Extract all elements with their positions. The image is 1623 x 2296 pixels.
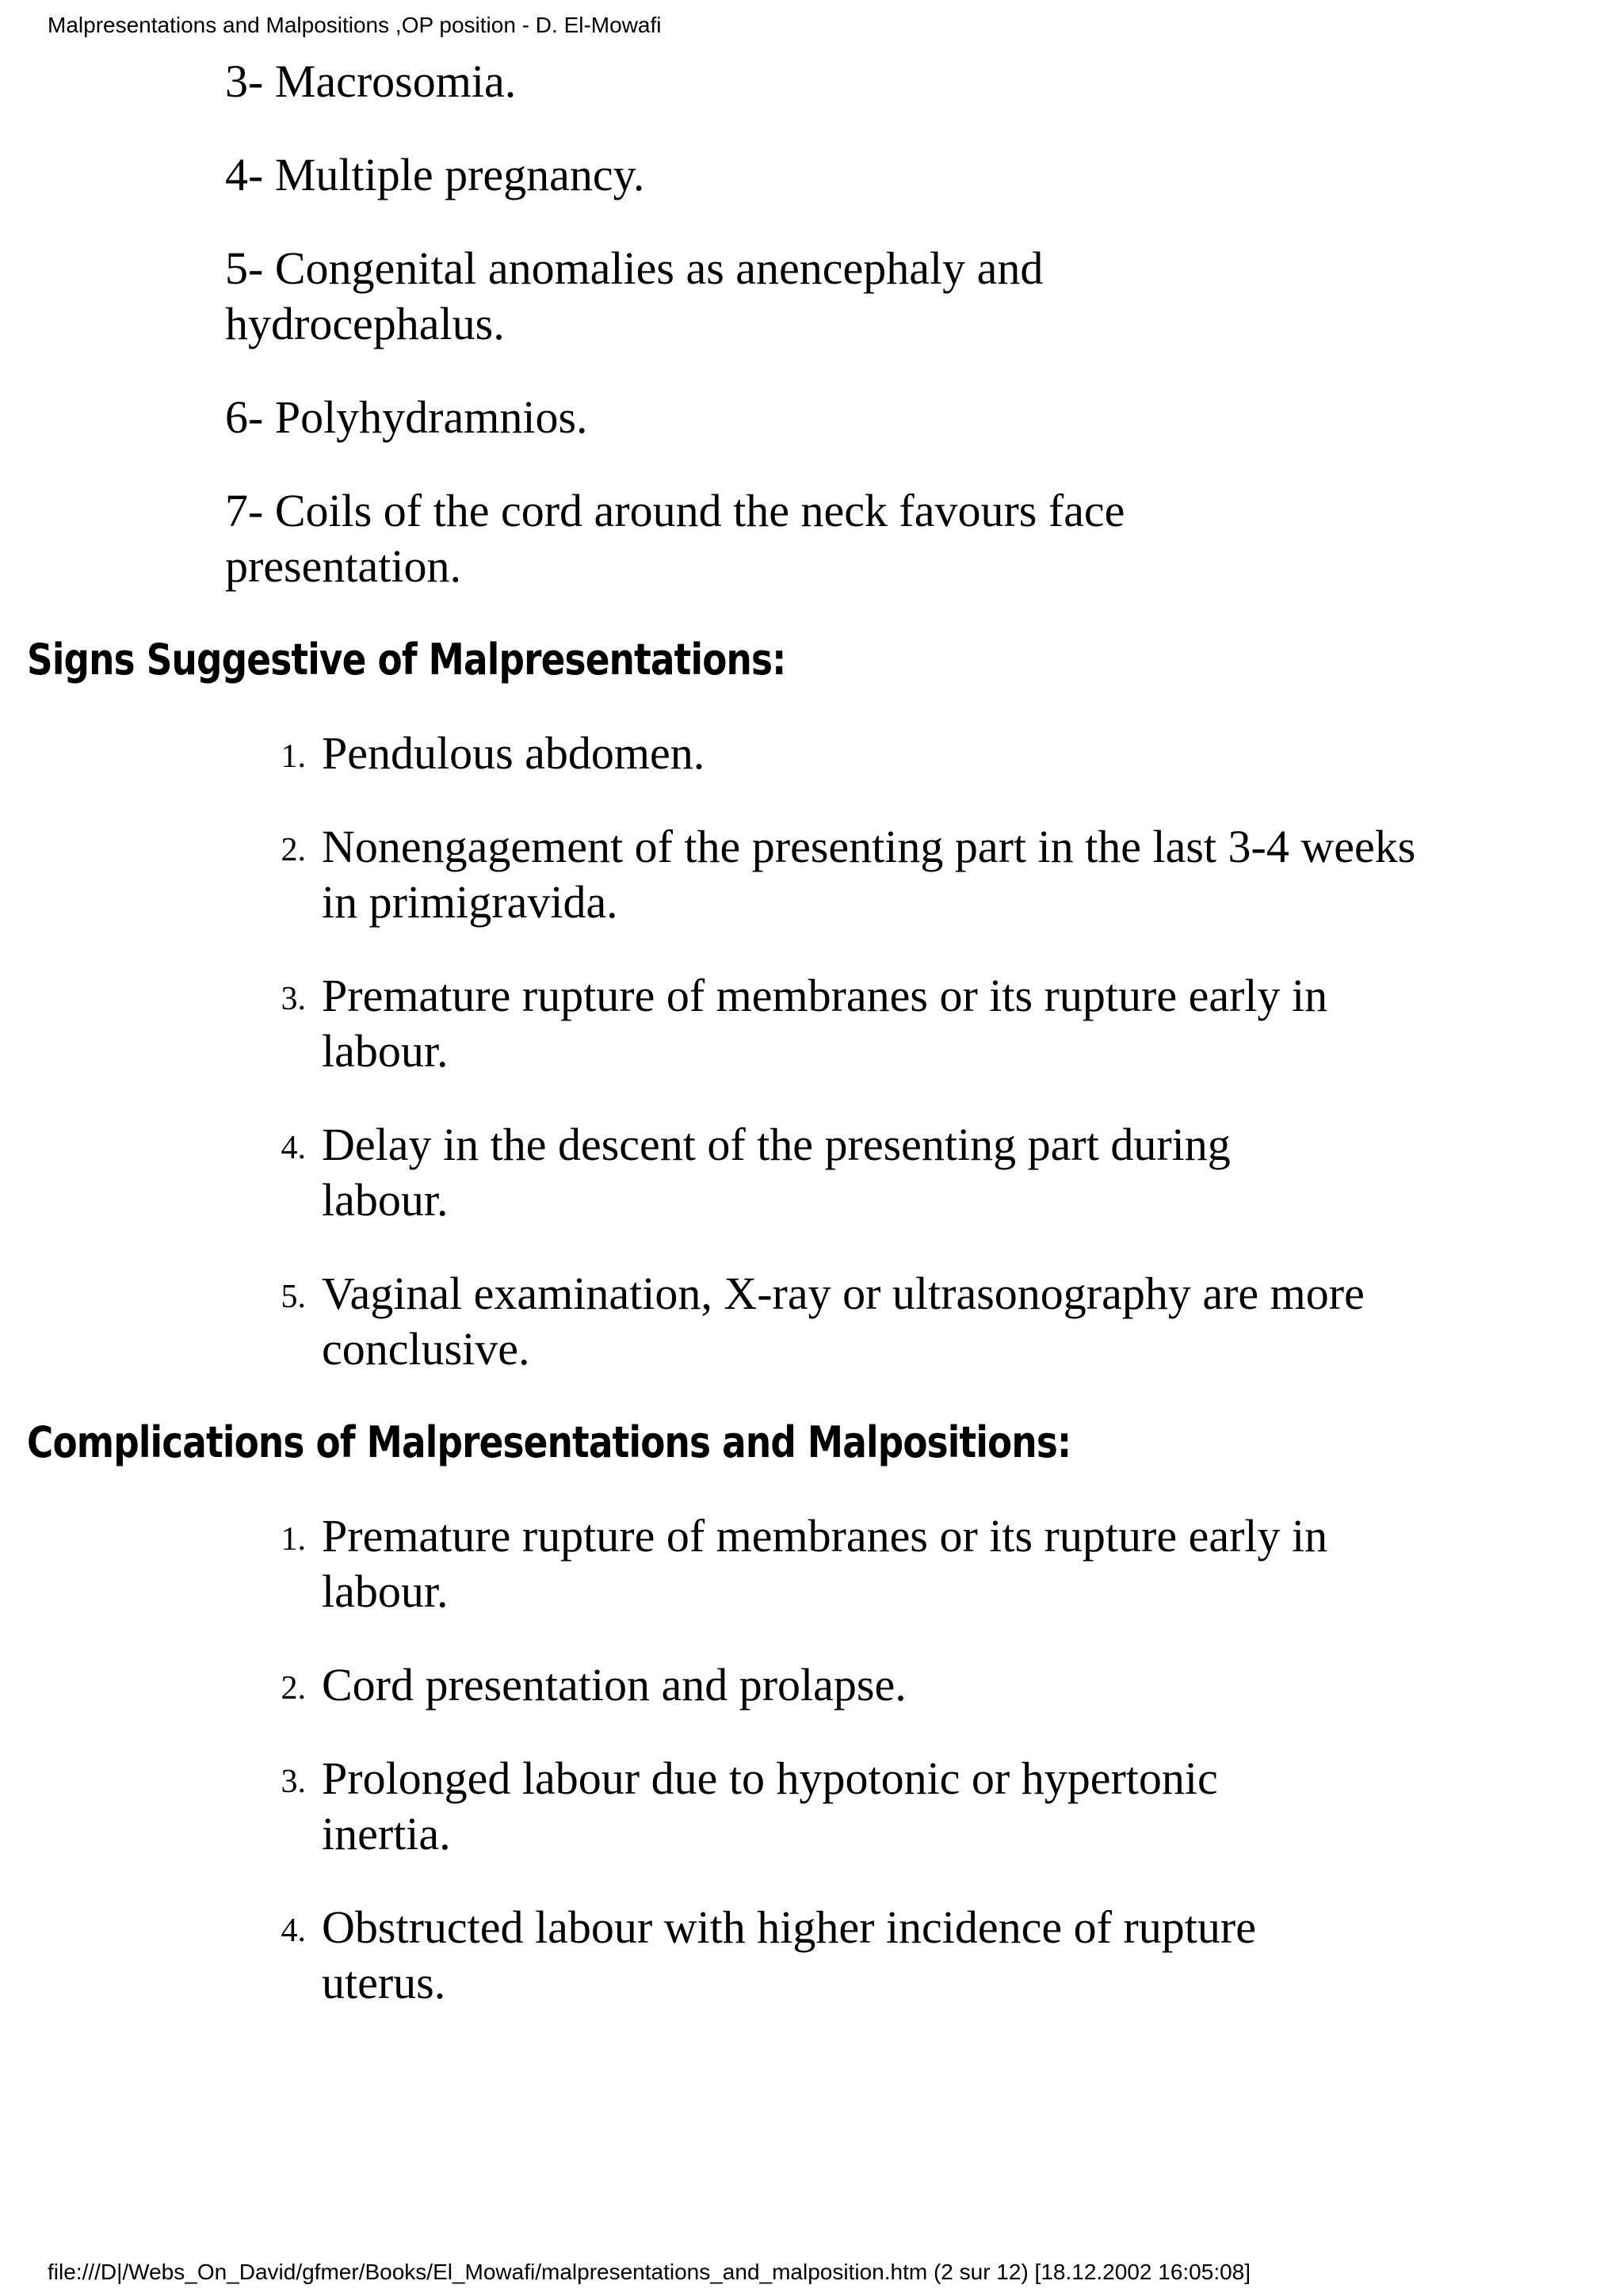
list-text: Obstructed labour with higher incidence of rupture uterus. bbox=[322, 1901, 1256, 2008]
list-number: 4. bbox=[281, 1913, 306, 1949]
list-number: 5. bbox=[281, 1279, 306, 1315]
list-number: 1. bbox=[281, 1521, 306, 1558]
list-text: Premature rupture of membranes or its rupture early in labour. bbox=[322, 1510, 1328, 1617]
list-text: Nonengagement of the presenting part in the last 3-4 weeks in primigravida. bbox=[322, 821, 1416, 928]
cause-item-3: 3- Macrosomia. bbox=[225, 55, 517, 107]
cause-item-5: 5- Congenital anomalies as anencephaly and hydrocephalus. bbox=[225, 242, 1044, 349]
list-text: Prolonged labour due to hypotonic or hypertonic inertia. bbox=[322, 1753, 1218, 1859]
signs-heading: Signs Suggestive of Malpresentations: bbox=[27, 635, 786, 685]
list-number: 1. bbox=[281, 738, 306, 775]
list-number: 2. bbox=[281, 832, 306, 868]
list-text: Pendulous abdomen. bbox=[322, 727, 705, 779]
cause-item-4: 4- Multiple pregnancy. bbox=[225, 149, 645, 200]
list-number: 3. bbox=[281, 1764, 306, 1800]
page-header: Malpresentations and Malpositions ,OP position - D. El-Mowafi bbox=[48, 13, 662, 37]
cause-item-6: 6- Polyhydramnios. bbox=[225, 391, 588, 443]
list-number: 4. bbox=[281, 1130, 306, 1166]
list-number: 2. bbox=[281, 1670, 306, 1707]
list-text: Vaginal examination, X-ray or ultrasonography are more conclusive. bbox=[322, 1268, 1365, 1375]
page-footer-url: file:///D|/Webs_On_David/gfmer/Books/El_Mowafi/malpresentations_and_malposition.htm (2 sur 12) [18.12.2002 16:05:08] bbox=[48, 2260, 1251, 2284]
cause-item-7: 7- Coils of the cord around the neck favours face presentation. bbox=[225, 485, 1125, 592]
complications-heading: Complications of Malpresentations and Malpositions: bbox=[27, 1417, 1071, 1467]
list-text: Premature rupture of membranes or its rupture early in labour. bbox=[322, 970, 1328, 1077]
list-number: 3. bbox=[281, 981, 306, 1017]
list-text: Delay in the descent of the presenting part during labour. bbox=[322, 1119, 1231, 1226]
list-text: Cord presentation and prolapse. bbox=[322, 1659, 907, 1711]
